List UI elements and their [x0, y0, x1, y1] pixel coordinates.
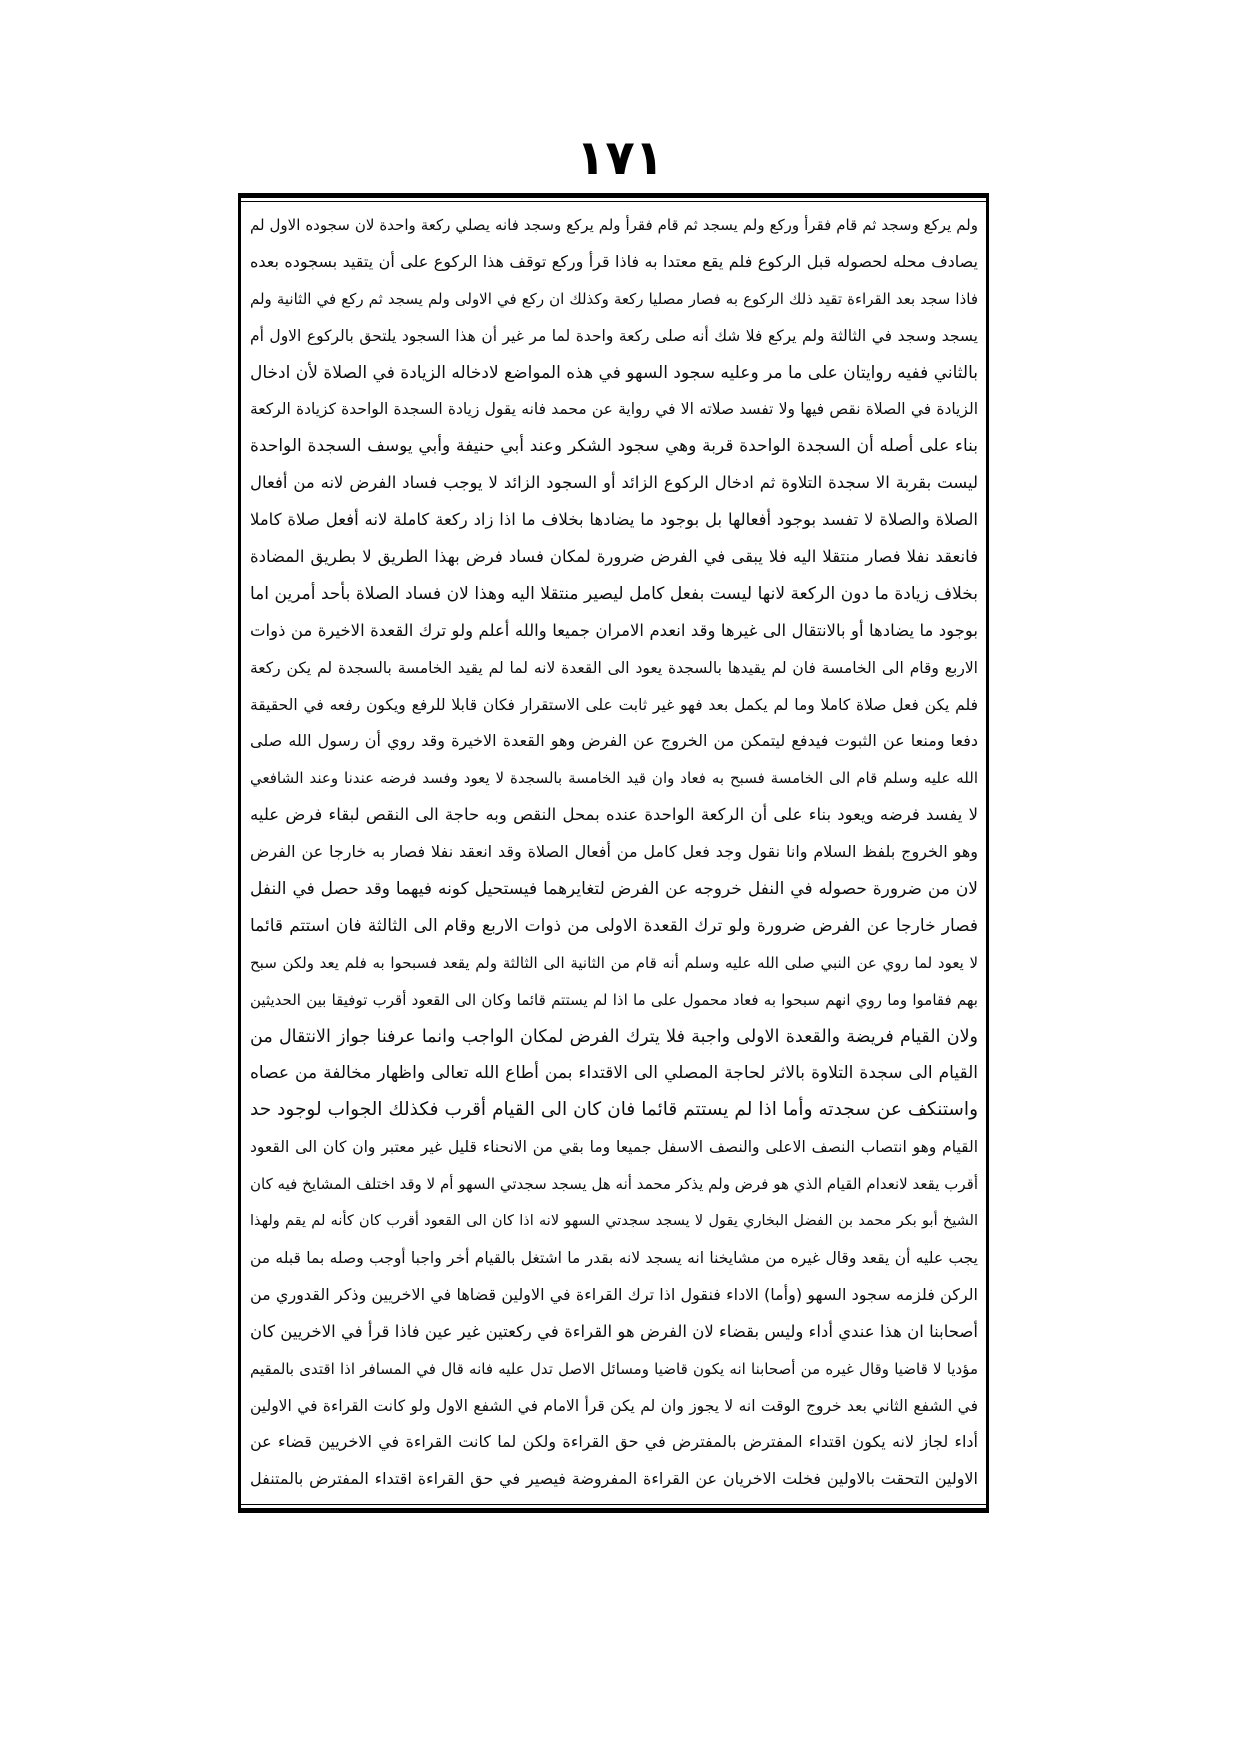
- text-line: بالثاني ففيه روايتان على ما مر وعليه سجود السهو في هذه المواضع لادخاله الزيادة في الصلاة لأن ادخال: [250, 362, 978, 383]
- text-line: الصلاة والصلاة لا تفسد بوجود أفعالها بل بوجود ما يضادها بخلاف ما اذا زاد ركعة كاملة لانه أفعل صلاة كاملا: [250, 510, 978, 530]
- text-line: يصادف محله لحصوله قبل الركوع فلم يقع معتدا به فاذا قرأ وركع توقف هذا الركوع على أن يتقيد بسجوده بعده: [250, 251, 978, 271]
- text-line: أصحابنا ان هذا عندي أداء وليس بقضاء لان الفرض هو القراءة في ركعتين غير عين فاذا قرأ في الاخريين كان: [250, 1321, 978, 1341]
- text-line: أداء لجاز لانه يكون اقتداء المفترض بالمفترض في حق القراءة ولكن لما كانت القراءة في الاخريين قضاء عن: [250, 1432, 978, 1452]
- text-line: الاربع وقام الى الخامسة فان لم يقيدها بالسجدة يعود الى القعدة لانه لما لم يقيد الخامسة بالسجدة لم يكن ركعة: [250, 658, 978, 677]
- text-line: يسجد وسجد في الثالثة ولم يركع فلا شك أنه صلى ركعة واحدة لما مر غير أن هذا السجود يلتحق بالركوع الاول أم: [250, 326, 978, 345]
- text-line: الركن فلزمه سجود السهو (وأما) الاداء فنقول اذا ترك القراءة في الاولين قضاها في الاخريين وذكر القدوري من: [250, 1284, 978, 1304]
- text-line: بهم فقاموا وما روي انهم سبحوا به فعاد محمول على ما اذا لم يستتم قائما وكان الى القعود أقرب توفيقا بين الحديثين: [250, 990, 978, 1009]
- text-line: لا يفسد فرضه ويعود بناء على أن الركعة الواحدة عنده بمحل النقص وبه حاجة الى النقص لبقاء فرض عليه: [250, 805, 978, 825]
- text-line: لان من ضرورة حصوله في النفل خروجه عن الفرض لتغايرهما فيستحيل كونه فيهما وقد حصل في النفل: [250, 879, 978, 900]
- page-number: ١٧١: [576, 130, 664, 186]
- frame-bottom-rule: [238, 1504, 989, 1505]
- text-line: الاولين التحقت بالاولين فخلت الاخريان عن القراءة المفروضة فيصير في حق القراءة اقتداء المفترض بالمتنفل: [250, 1469, 978, 1489]
- text-line: بناء على أصله أن السجدة الواحدة قربة وهي سجود الشكر وعند أبي حنيفة وأبي يوسف السجدة الواحدة: [250, 436, 978, 457]
- frame-top-rule: [238, 201, 989, 202]
- text-line: فانعقد نفلا فصار منتقلا اليه فلا يبقى في الفرض ضرورة لمكان فساد فرض بهذا الطريق لا بطريق المضادة: [250, 547, 978, 567]
- text-line: دفعا ومنعا عن الثبوت فيدفع ليتمكن من الخروج عن الفرض وهو القعدة الاخيرة وقد روي أن رسول الله صلى: [250, 731, 978, 751]
- text-line: القيام وهو انتصاب النصف الاعلى والنصف الاسفل جميعا وما بقي من الانحناء قليل غير معتبر وان كان الى القعود: [250, 1138, 978, 1157]
- text-line: الزيادة في الصلاة نقص فيها ولا تفسد صلاته الا في رواية عن محمد فانه يقول زيادة السجدة الواحدة كزيادة الركعة: [250, 400, 978, 419]
- text-line: بخلاف زيادة ما دون الركعة لانها ليست بفعل كامل ليصير منتقلا اليه وهذا لان فساد الصلاة بأحد أمرين اما: [250, 583, 978, 604]
- text-line: يجب عليه أن يقعد وقال غيره من مشايخنا انه يسجد لانه بقدر ما اشتغل بالقيام أخر واجبا أوجب وصله بما قبله من: [250, 1248, 978, 1267]
- text-line: ليست بقربة الا سجدة التلاوة ثم ادخال الركوع الزائد أو السجود الزائد لا يوجب فساد الفرض لانه من أفعال: [250, 473, 978, 493]
- text-line: لا يعود لما روي عن النبي صلى الله عليه وسلم أنه قام من الثانية الى الثالثة ولم يقعد فسبحوا به فلم يعد ولكن سبح: [250, 953, 978, 972]
- text-line: في الشفع الثاني بعد خروج الوقت انه لا يجوز وان لم يكن قرأ الامام في الشفع الاول ولو كانت القراءة في الاولين: [250, 1396, 978, 1415]
- text-line: الله عليه وسلم قام الى الخامسة فسبح به فعاد وان قيد الخامسة بالسجدة لا يعود وفسد فرضه عندنا وعند الشافعي: [250, 769, 978, 788]
- text-line: مؤديا لا قاضيا وقال غيره من أصحابنا انه يكون قاضيا ومسائل الاصل تدل عليه فانه قال في المسافر اذا اقتدى بالمقيم: [250, 1359, 978, 1378]
- text-line: واستنكف عن سجدته وأما اذا لم يستتم قائما فان كان الى القيام أقرب فكذلك الجواب لوجود حد: [250, 1099, 978, 1121]
- text-line: فاذا سجد بعد القراءة تقيد ذلك الركوع به فصار مصليا ركعة وكذلك ان ركع في الاولى ولم يسجد ثم ركع في الثانية ولم: [250, 289, 978, 308]
- text-line: فلم يكن فعل صلاة كاملا وما لم يكمل بعد فهو غير ثابت على الاستقرار فكان قابلا للرفع ويكون رفعه في الحقيقة: [250, 695, 978, 714]
- text-line: القيام الى سجدة التلاوة بالاثر لحاجة المصلي الى الاقتداء بمن أطاع الله تعالى واظهار مخالفة من عصاه: [250, 1063, 978, 1084]
- text-line: ولم يركع وسجد ثم قام فقرأ وركع ولم يسجد ثم قام فقرأ ولم يركع وسجد فانه يصلي ركعة واحدة لان سجوده الاول لم: [250, 216, 978, 234]
- body-text: [250, 207, 978, 1500]
- text-line: وهو الخروج بلفظ السلام وانا نقول وجد فعل كامل من أفعال الصلاة وقد انعقد نفلا فصار به خارجا عن الفرض: [250, 842, 978, 862]
- text-line: ولان القيام فريضة والقعدة الاولى واجبة فلا يترك الفرض لمكان الواجب وانما عرفنا جواز الانتقال من: [250, 1026, 978, 1047]
- text-line: بوجود ما يضادها أو بالانتقال الى غيرها وقد انعدم الامران جميعا والله أعلم ولو ترك القعدة الاخيرة من ذوات: [250, 620, 978, 640]
- text-line: الشيخ أبو بكر محمد بن الفضل البخاري يقول لا يسجد سجدتي السهو لانه اذا كان الى القعود أقرب كان كأنه لم يقم ولهذا: [250, 1213, 978, 1230]
- text-line: فصار خارجا عن الفرض ضرورة ولو ترك القعدة الاولى من ذوات الاربع وقام الى الثالثة فان استتم قائما: [250, 915, 978, 936]
- text-line: أقرب يقعد لانعدام القيام الذي هو فرض ولم يذكر محمد أنه هل يسجد سجدتي السهو أم لا وقد اختلف المشايخ فيه كان: [250, 1175, 978, 1194]
